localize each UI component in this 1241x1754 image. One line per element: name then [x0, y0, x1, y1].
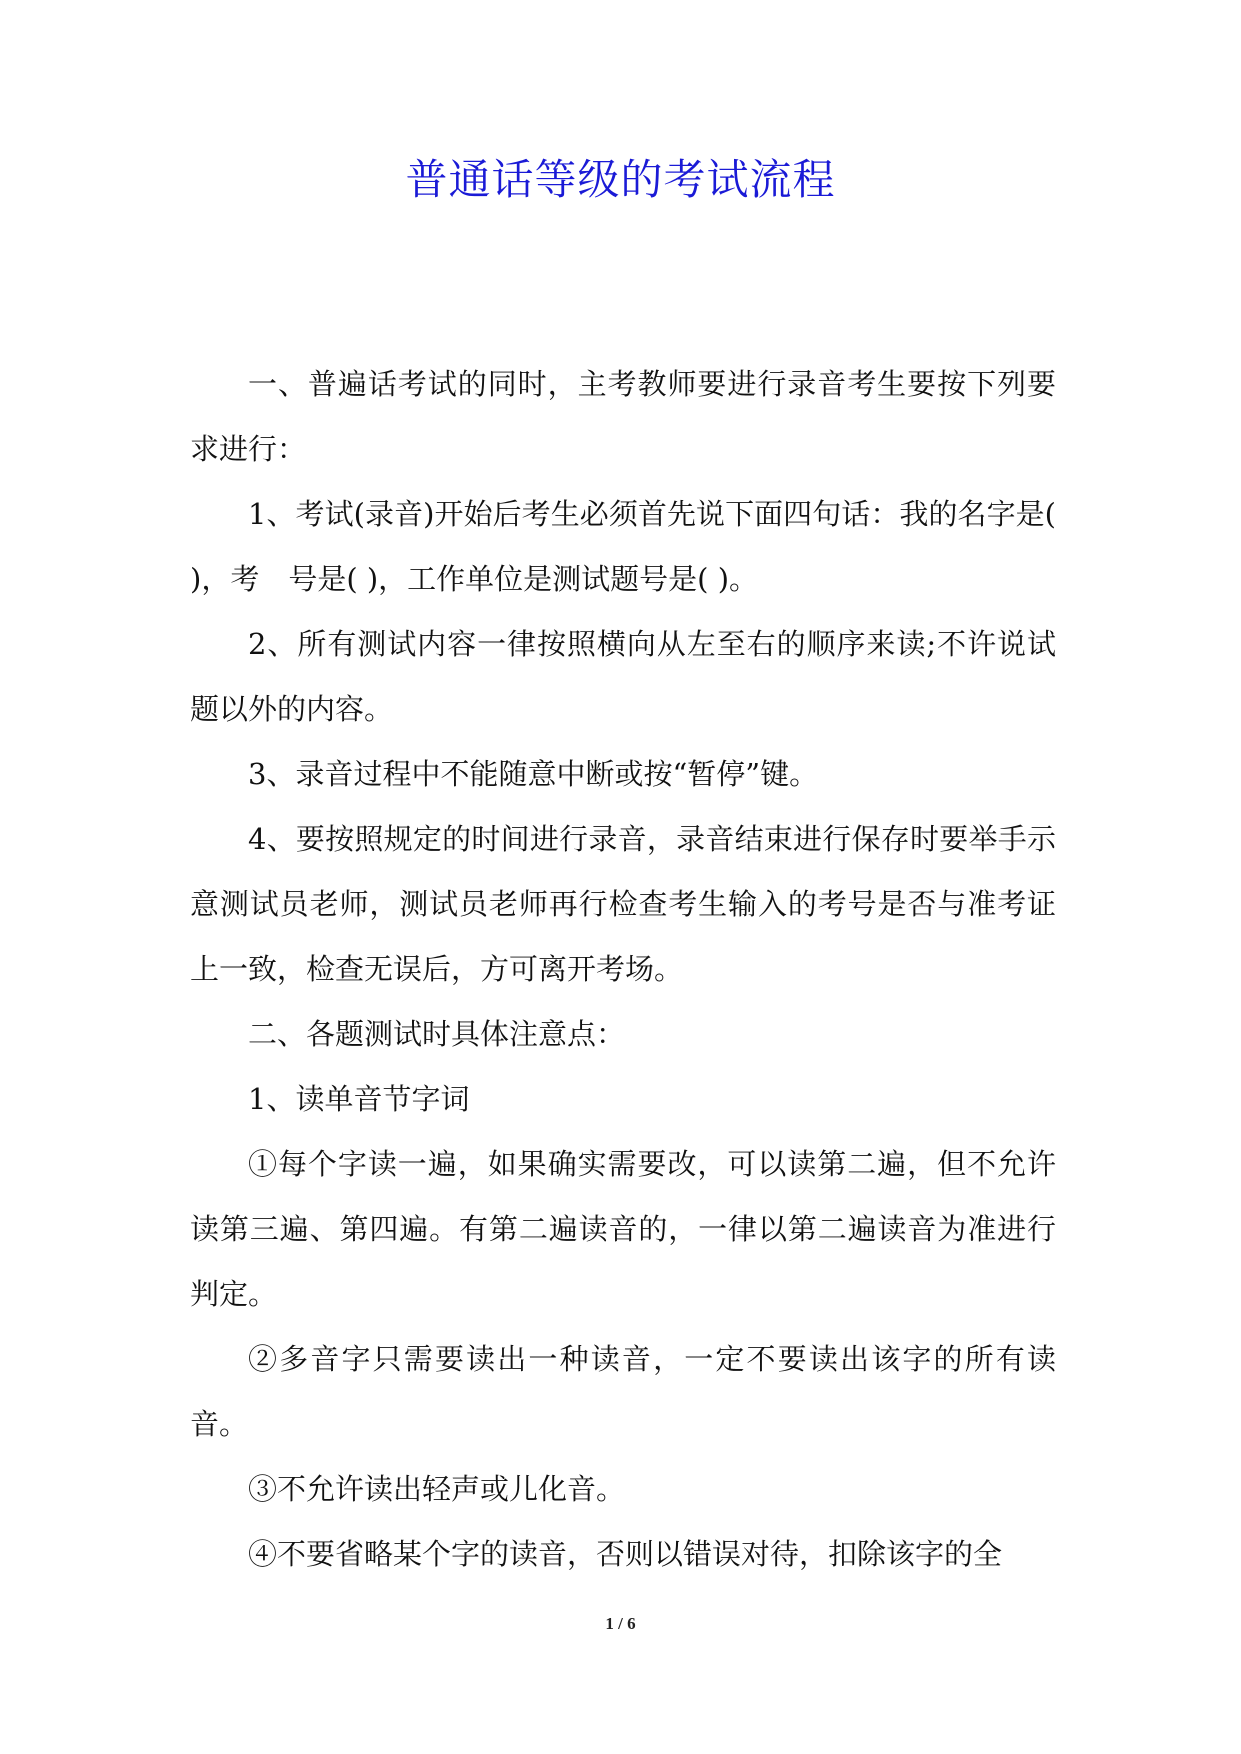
- paragraph-rule-2: 2、所有测试内容一律按照横向从左至右的顺序来读;不许说试题以外的内容。: [190, 627, 1056, 726]
- paragraph-note-4: ④不要省略某个字的读音，否则以错误对待，扣除该字的全: [248, 1537, 1003, 1571]
- paragraph-rule-4: 4、要按照规定的时间进行录音，录音结束进行保存时要举手示意测试员老师，测试员老师再行检查考生输入的考号是否与准考证上一致，检查无误后，方可离开考场。: [190, 822, 1056, 986]
- paragraph-note-2: ②多音字只需要读出一种读音，一定不要读出该字的所有读音。: [190, 1342, 1056, 1441]
- document-title: 普通话等级的考试流程: [405, 155, 836, 204]
- page-number: 1 / 6: [605, 1614, 636, 1633]
- paragraph-section-2-heading: 二、各题测试时具体注意点：: [248, 1017, 626, 1051]
- paragraph-rule-1: 1、考试(录音)开始后考生必须首先说下面四句话：我的名字是( )，考 号是( )，工作单位是测试题号是( )。: [190, 497, 1056, 596]
- paragraph-rule-3: 3、录音过程中不能随意中断或按“暂停”键。: [248, 757, 819, 791]
- paragraph-note-3: ③不允许读出轻声或儿化音。: [248, 1472, 626, 1506]
- paragraph-note-1: ①每个字读一遍，如果确实需要改，可以读第二遍，但不允许读第三遍、第四遍。有第二遍读音的，一律以第二遍读音为准进行判定。: [190, 1147, 1056, 1311]
- paragraph-subheading-1: 1、读单音节字词: [248, 1082, 470, 1116]
- paragraph-intro: 一、普遍话考试的同时，主考教师要进行录音考生要按下列要求进行：: [190, 367, 1056, 466]
- document-body: [190, 352, 1056, 1587]
